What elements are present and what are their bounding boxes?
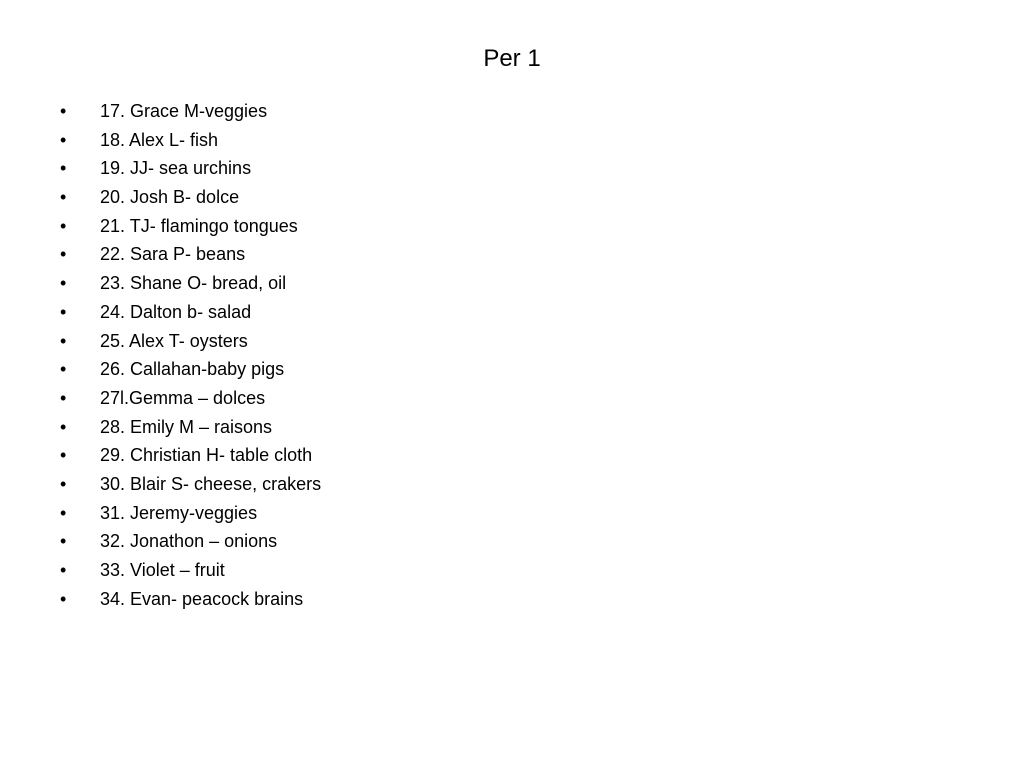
list-item-text: 20. Josh B- dolce bbox=[100, 187, 240, 208]
list-item-text: 30. Blair S- cheese, crakers bbox=[100, 473, 322, 494]
bullet-icon: • bbox=[60, 588, 67, 609]
bullet-icon: • bbox=[60, 473, 67, 494]
bullet-icon: • bbox=[60, 445, 67, 466]
list-item-text: 23. Shane O- bread, oil bbox=[100, 273, 287, 294]
list-item-text: 27l.Gemma – dolces bbox=[100, 387, 266, 408]
bullet-icon: • bbox=[60, 301, 67, 322]
bullet-icon: • bbox=[60, 101, 67, 121]
list-item-text: 31. Jeremy-veggies bbox=[100, 502, 258, 523]
list-item-text: 19. JJ- sea urchins bbox=[100, 158, 252, 179]
list-item-text: 29. Christian H- table cloth bbox=[100, 445, 313, 466]
list-item-text: 32. Jonathon – onions bbox=[100, 531, 278, 552]
bullet-icon: • bbox=[60, 273, 67, 294]
list-item-text: 22. Sara P- beans bbox=[100, 244, 246, 265]
bullet-icon: • bbox=[60, 387, 67, 408]
bullet-icon: • bbox=[60, 416, 67, 437]
bullet-icon: • bbox=[60, 187, 67, 208]
list-item-text: 17. Grace M-veggies bbox=[100, 101, 268, 121]
bullet-icon: • bbox=[60, 359, 67, 380]
bullet-icon: • bbox=[60, 215, 67, 236]
bullet-icon: • bbox=[60, 129, 67, 150]
list-item-text: 25. Alex T- oysters bbox=[100, 330, 248, 351]
list-item-text: 26. Callahan-baby pigs bbox=[100, 359, 285, 380]
bullet-icon: • bbox=[60, 531, 67, 552]
bullet-icon: • bbox=[60, 502, 67, 523]
list-item-text: 21. TJ- flamingo tongues bbox=[100, 215, 298, 236]
bullet-icon: • bbox=[60, 244, 67, 265]
list-item-text: 28. Emily M – raisons bbox=[100, 416, 273, 437]
list-item-text: 24. Dalton b- salad bbox=[100, 301, 252, 322]
list-item-text: 34. Evan- peacock brains bbox=[100, 588, 304, 609]
list-item-text: 33. Violet – fruit bbox=[100, 560, 225, 580]
bullet-icon: • bbox=[60, 330, 67, 351]
list-item-text: 18. Alex L- fish bbox=[100, 129, 219, 150]
bullet-icon: • bbox=[60, 560, 67, 580]
bullet-icon: • bbox=[60, 158, 67, 179]
slide-title: Per 1 bbox=[483, 45, 541, 72]
